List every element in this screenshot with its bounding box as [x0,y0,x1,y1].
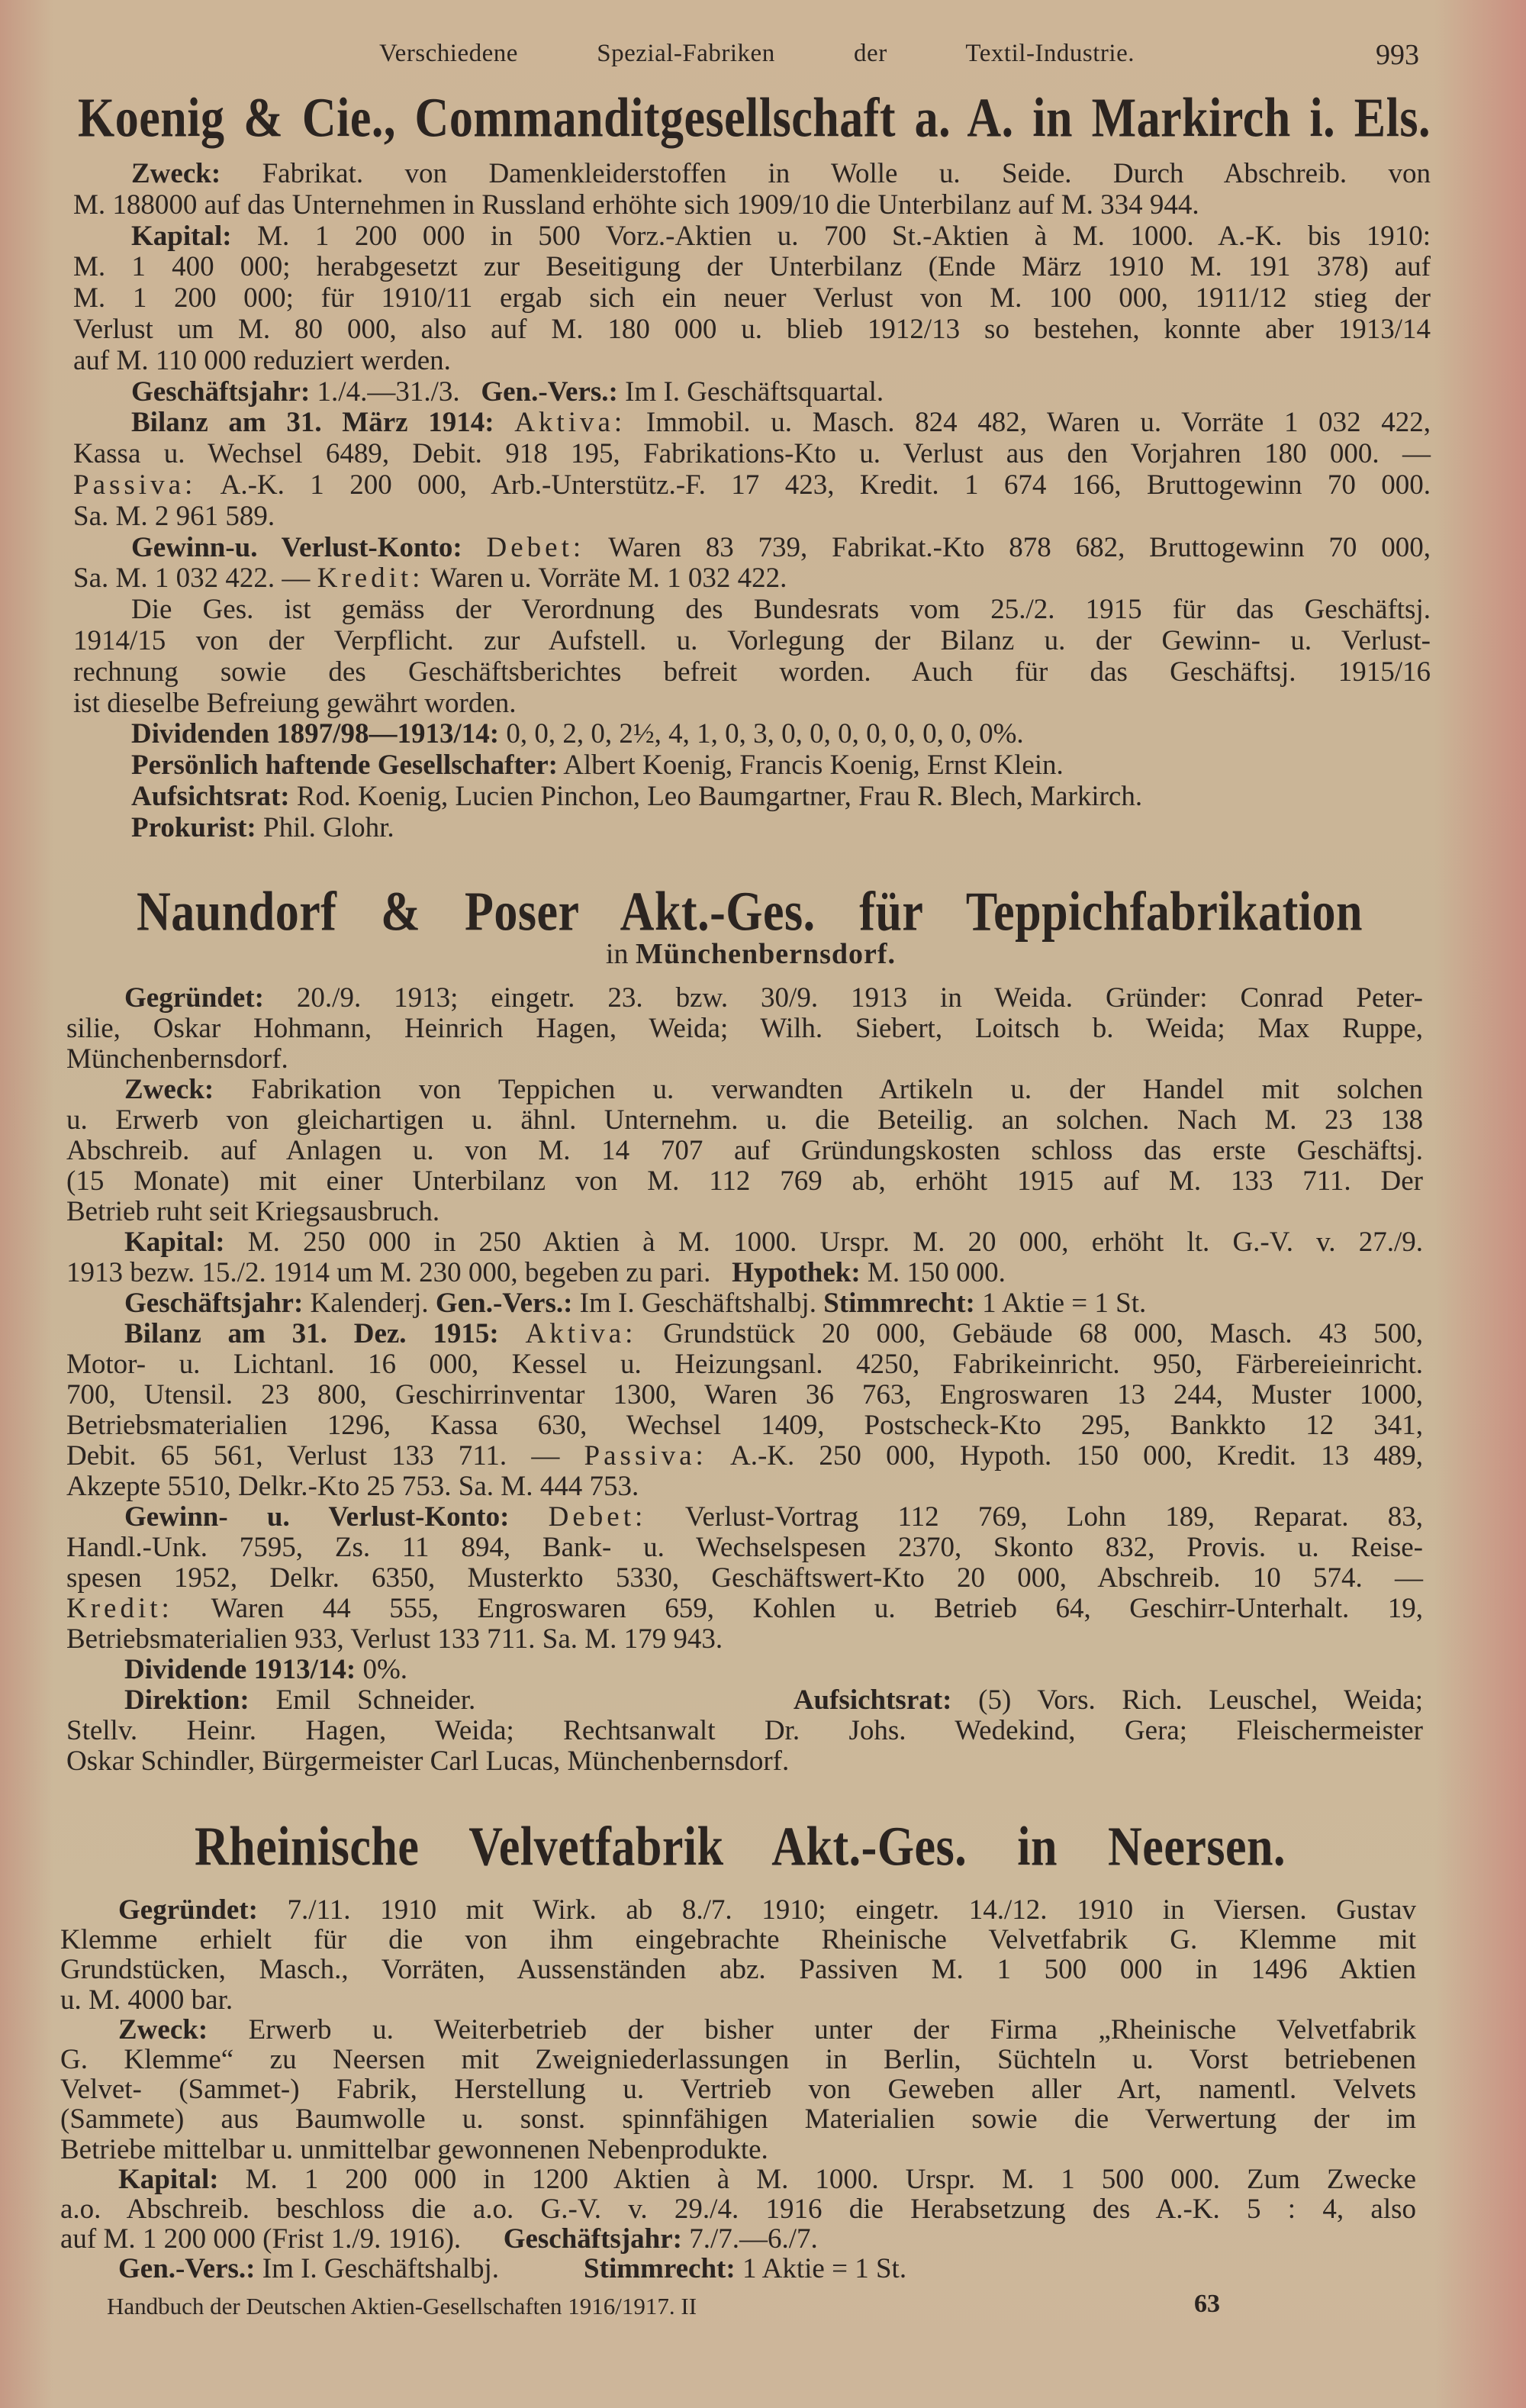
field-label: Zweck: [131,158,221,189]
field-text: 0, 0, 2, 0, 2½, 4, 1, 0, 3, 0, 0, 0, 0, 0, 0, 0, 0%. [499,718,1024,750]
field-label: Dividende 1913/14: [124,1654,356,1685]
field-text: (Sammete) aus Baumwolle u. sonst. spinnfähigen Materialien sowie die Verwertung der im [60,2103,1416,2136]
field-text: 1913 bezw. 15./2. 1914 um M. 230 000, begeben zu pari. [66,1257,732,1288]
field-text: Handl.-Unk. 7595, Zs. 11 894, Bank- u. Wechselspesen 2370, Skonto 832, Provis. u. Reise- [66,1532,1423,1563]
field-text: M. 1 200 000; für 1910/11 ergab sich ein neuer Verlust von M. 100 000, 1911/12 stieg der [73,282,1431,314]
field-text [494,407,515,438]
field-label: Stimmrecht: [584,2253,736,2285]
field-label: Dividenden 1897/98—1913/14: [131,718,500,750]
field-text: Kassa u. Wechsel 6489, Debit. 918 195, Fabrikations-Kto u. Verlust aus den Vorjahren 180 000. — [73,438,1431,470]
field-text: Waren 83 739, Fabrikat.-Kto 878 682, Bruttogewinn 70 000, [584,531,1431,563]
field-text: Kalenderj. [303,1288,436,1319]
text-line [66,1594,1423,1624]
field-text: Emil Schneider. [249,1684,794,1716]
text-line [60,2254,1416,2284]
footer-publication: Handbuch der Deutschen Aktien-Gesellschaften 1916/1917. II [107,2293,697,2319]
field-text: Waren 44 555, Engroswaren 659, Kohlen u. Betrieb 64, Geschirr-Unterhalt. 19, [172,1593,1423,1624]
text-line [73,408,1431,439]
account-side-label: Kredit: [66,1593,173,1624]
field-text: a.o. Abschreib. beschloss die a.o. G.-V. v. 29./4. 1916 die Herabsetzung des A.-K. 5 : 4, also [60,2194,1416,2226]
text-line [73,782,1431,813]
field-text: Erwerb u. Weiterbetrieb der bisher unter der Firma „Rheinische Velvetfabrik [208,2013,1416,2045]
text-line [66,983,1423,1014]
field-text: Klemme erhielt für die von ihm eingebrachte Rheinische Velvetfabrik G. Klemme mit [60,1924,1416,1956]
field-text: 7./11. 1910 mit Wirk. ab 8./7. 1910; eingetr. 14./12. 1910 in Viersen. Gustav [257,1894,1416,1926]
account-side-label: Passiva: [584,1440,707,1472]
account-side-label: Aktiva: [525,1318,637,1349]
text-line [66,1410,1423,1441]
field-text: Rod. Koenig, Lucien Pinchon, Leo Baumgartner, Frau R. Blech, Markirch. [289,780,1143,812]
text-line [73,657,1431,688]
text-line [73,533,1431,564]
section-body-naundorf [66,983,1423,1777]
field-text: G. Klemme“ zu Neersen mit Zweigniederlassungen in Berlin, Süchteln u. Vorst betriebenen [60,2044,1416,2076]
text-line [73,750,1431,782]
field-label: Gen.-Vers.: [481,376,618,408]
text-line [66,1563,1423,1594]
field-text: M. 1 200 000 in 1200 Aktien à M. 1000. Urspr. M. 1 500 000. Zum Zwecke [218,2163,1416,2195]
account-side-label: Aktiva: [514,407,626,439]
text-line [60,2224,1416,2254]
field-text: ist dieselbe Befreiung gewährt worden. [73,687,517,719]
field-text: (5) Vors. Rich. Leuschel, Weida; [951,1684,1423,1716]
field-label: Aufsichtsrat: [131,780,290,812]
text-line [73,252,1431,283]
text-line [60,2045,1416,2074]
field-text: Abschreib. auf Anlagen u. von M. 14 707 auf Gründungskosten schloss das erste Geschäftsj. [66,1135,1423,1166]
account-side-label: Passiva: [73,469,197,501]
field-label: Gegründet: [124,982,264,1014]
field-text: 7./7.—6./7. [681,2223,818,2255]
text-line [73,813,1431,844]
field-label: Gewinn-u. Verlust-Konto: [131,531,462,563]
field-text: M. 150 000. [860,1257,1006,1288]
field-text: 1./4.—31./3. [310,376,481,408]
text-line [73,221,1431,253]
text-line [73,283,1431,314]
text-line [73,501,1431,533]
field-label: Geschäftsjahr: [131,376,311,408]
field-text: Phil. Glohr. [256,811,394,843]
field-text: Betriebsmaterialien 933, Verlust 133 711. Sa. M. 179 943. [66,1623,723,1655]
field-text: u. Erwerb von gleichartigen u. ähnl. Unternehm. u. die Beteilig. an solchen. Nach M. 23 138 [66,1104,1423,1136]
page-number: 993 [1376,39,1419,71]
field-label: Aufsichtsrat: [793,1684,952,1716]
text-line [66,1502,1423,1533]
field-label: Zweck: [118,2013,208,2045]
field-label: Stimmrecht: [823,1288,975,1319]
field-text: Im I. Geschäftshalbj. [255,2253,584,2285]
field-text: 1 Aktie = 1 St. [974,1288,1147,1319]
field-text: Oskar Schindler, Bürgermeister Carl Lucas, Münchenbernsdorf. [66,1746,790,1777]
field-text: Debit. 65 561, Verlust 133 711. — [66,1440,584,1472]
text-line [73,470,1431,501]
field-text: (15 Monate) mit einer Unterbilanz von M. 112 769 ab, erhöht 1915 auf M. 133 711. Der [66,1165,1423,1197]
field-label: Kapital: [124,1227,225,1258]
field-text: A.-K. 250 000, Hypoth. 150 000, Kredit. 13 489, [707,1440,1424,1472]
text-line [73,439,1431,470]
account-side-label: Debet: [548,1501,647,1533]
text-line [66,1655,1423,1685]
section-title-naundorf: Naundorf & Poser Akt.-Ges. für Teppichfabrikation [137,881,1363,943]
field-text: Stellv. Heinr. Hagen, Weida; Rechtsanwalt Dr. Johs. Wedekind, Gera; Fleischermeister [66,1715,1423,1746]
text-line [66,1380,1423,1410]
text-line [73,159,1431,190]
section-title-rheinische-velvetfabrik: Rheinische Velvetfabrik Akt.-Ges. in Neersen. [195,1816,1286,1878]
field-text: Fabrikat. von Damenkleiderstoffen in Wolle u. Seide. Durch Abschreib. von [221,158,1431,189]
text-line [73,595,1431,626]
account-side-label: Kredit: [317,563,424,595]
section-body-koenig [73,159,1431,844]
section-subtitle-naundorf [545,937,957,971]
text-line [60,1925,1416,1955]
field-label: Gewinn- u. Verlust-Konto: [124,1501,510,1533]
text-line [60,2194,1416,2224]
field-text: u. M. 4000 bar. [60,1984,233,2016]
field-text: silie, Oskar Hohmann, Heinrich Hagen, Weida; Wilh. Siebert, Loitsch b. Weida; Max Ruppe, [66,1013,1423,1044]
field-label: Gegründet: [118,1894,258,1926]
field-text: Verlust um M. 80 000, also auf M. 180 000 u. blieb 1912/13 so bestehen, konnte aber 1913/14 [73,313,1431,345]
text-line [66,1441,1423,1472]
field-text: Waren u. Vorräte M. 1 032 422. [423,563,787,595]
field-text: Im I. Geschäftshalbj. [572,1288,824,1319]
field-label: Zweck: [124,1074,214,1105]
subtitle-prefix: in [605,938,629,970]
field-text: Immobil. u. Masch. 824 482, Waren u. Vorräte 1 032 422, [626,407,1431,439]
field-label: Gen.-Vers.: [435,1288,573,1319]
field-label: Gen.-Vers.: [118,2253,256,2285]
field-text: 0%. [356,1654,408,1685]
field-text: Akzepte 5510, Delkr.-Kto 25 753. Sa. M. 444 753. [66,1471,639,1502]
field-label: Direktion: [124,1684,250,1716]
text-line [60,2104,1416,2134]
text-line [66,1533,1423,1563]
field-text: Münchenbernsdorf. [66,1043,288,1075]
text-line [66,1288,1423,1319]
field-text: 1914/15 von der Verpflicht. zur Aufstell. u. Vorlegung der Bilanz u. der Gewinn- u. Verlust- [73,624,1431,656]
section-title-koenig: Koenig & Cie., Commanditgesellschaft a. A. in Markirch i. Els. [78,87,1431,150]
text-line [60,2015,1416,2045]
field-label: Hypothek: [732,1257,861,1288]
text-line [73,377,1431,408]
subtitle-place: Münchenbernsdorf. [635,938,897,970]
field-text: spesen 1952, Delkr. 6350, Musterkto 5330, Geschäftswert-Kto 20 000, Abschreib. 10 574. — [66,1562,1423,1594]
field-text: Betriebe mittelbar u. unmittelbar gewonnenen Nebenprodukte. [60,2133,768,2165]
field-text: Motor- u. Lichtanl. 16 000, Kessel u. Heizungsanl. 4250, Fabrikeinricht. 950, Färbereieinricht. [66,1349,1423,1380]
text-line [73,563,1431,595]
field-label: Bilanz am 31. Dez. 1915: [124,1318,499,1349]
field-text: Grundstücken, Masch., Vorräten, Aussenständen abz. Passiven M. 1 500 000 in 1496 Aktien [60,1954,1416,1986]
field-label: Kapital: [118,2163,219,2195]
field-text: auf M. 1 200 000 (Frist 1./9. 1916). [60,2223,504,2255]
field-text: Im I. Geschäftsquartal. [617,376,884,408]
text-line [66,1319,1423,1349]
text-line [66,1746,1423,1777]
text-line [66,1075,1423,1105]
field-text: Betrieb ruht seit Kriegsausbruch. [66,1196,440,1227]
text-line [66,1472,1423,1502]
field-text: Verlust-Vortrag 112 769, Lohn 189, Reparat. 83, [646,1501,1424,1533]
field-label: Geschäftsjahr: [503,2223,682,2255]
field-text [499,1318,526,1349]
text-line [60,2135,1416,2165]
text-line [66,1166,1423,1197]
text-line [66,1624,1423,1655]
text-line [66,1685,1423,1716]
text-line [73,190,1431,221]
field-label: Prokurist: [131,811,256,843]
field-text: M. 1 200 000 in 500 Vorz.-Aktien u. 700 St.-Aktien à M. 1000. A.-K. bis 1910: [231,220,1431,252]
text-line [60,2165,1416,2194]
field-label: Persönlich haftende Gesellschafter: [131,749,558,782]
field-text: Sa. M. 2 961 589. [73,500,275,532]
field-text: Grundstück 20 000, Gebäude 68 000, Masch. 43 500, [636,1318,1423,1349]
field-text: M. 250 000 in 250 Aktien à M. 1000. Urspr. M. 20 000, erhöht lt. G.-V. v. 27./9. [224,1227,1423,1258]
text-line [73,719,1431,750]
field-text: rechnung sowie des Geschäftsberichtes befreit worden. Auch für das Geschäftsj. 1915/16 [73,656,1431,688]
field-text: Betriebsmaterialien 1296, Kassa 630, Wechsel 1409, Postscheck-Kto 295, Bankkto 12 341, [66,1410,1423,1441]
text-line [66,1227,1423,1258]
text-line [73,314,1431,346]
text-line [73,688,1431,720]
account-side-label: Debet: [486,531,585,563]
text-line [60,1985,1416,2015]
field-text: auf M. 110 000 reduziert werden. [73,344,451,376]
text-line [66,1716,1423,1746]
field-text: M. 1 400 000; herabgesetzt zur Beseitigung der Unterbilanz (Ende März 1910 M. 191 378) auf [73,251,1431,283]
field-text: Velvet- (Sammet-) Fabrik, Herstellung u. Vertrieb von Geweben aller Art, namentl. Velvets [60,2074,1416,2106]
field-text: Die Ges. ist gemäss der Verordnung des Bundesrats vom 25./2. 1915 für das Geschäftsj. [131,594,1431,626]
field-text: 1 Aktie = 1 St. [735,2253,907,2285]
text-line [60,1895,1416,1925]
text-line [66,1044,1423,1075]
field-text [462,532,487,563]
text-line [66,1197,1423,1227]
field-text: Fabrikation von Teppichen u. verwandten Artikeln u. der Handel mit solchen [214,1074,1423,1105]
text-line [60,2074,1416,2104]
field-label: Bilanz am 31. März 1914: [131,407,494,439]
field-text: A.-K. 1 200 000, Arb.-Unterstütz.-F. 17 423, Kredit. 1 674 166, Bruttogewinn 70 000. [196,469,1431,501]
text-line [66,1349,1423,1380]
text-line [66,1105,1423,1136]
text-line [73,346,1431,377]
field-text: M. 188000 auf das Unternehmen in Russland erhöhte sich 1909/10 die Unterbilanz auf M. 334 944. [73,189,1199,221]
text-line [60,1955,1416,1984]
field-text: 700, Utensil. 23 800, Geschirrinventar 1300, Waren 36 763, Engroswaren 13 244, Muster 1000, [66,1379,1423,1410]
footer-signature-mark: 63 [1194,2290,1220,2318]
running-title: Verschiedene Spezial-Fabriken der Textil-Industrie. [379,40,1135,67]
field-label: Geschäftsjahr: [124,1288,304,1319]
text-line [66,1258,1423,1288]
field-text: Sa. M. 1 032 422. — [73,563,317,595]
field-text [509,1501,548,1533]
text-line [66,1014,1423,1044]
section-body-rheinische-velvetfabrik [60,1895,1416,2284]
field-text: Albert Koenig, Francis Koenig, Ernst Klein. [558,749,1064,782]
field-text: 20./9. 1913; eingetr. 23. bzw. 30/9. 1913 in Weida. Gründer: Conrad Peter- [263,982,1423,1014]
text-line [66,1136,1423,1166]
text-line [73,626,1431,657]
field-label: Kapital: [131,220,232,252]
